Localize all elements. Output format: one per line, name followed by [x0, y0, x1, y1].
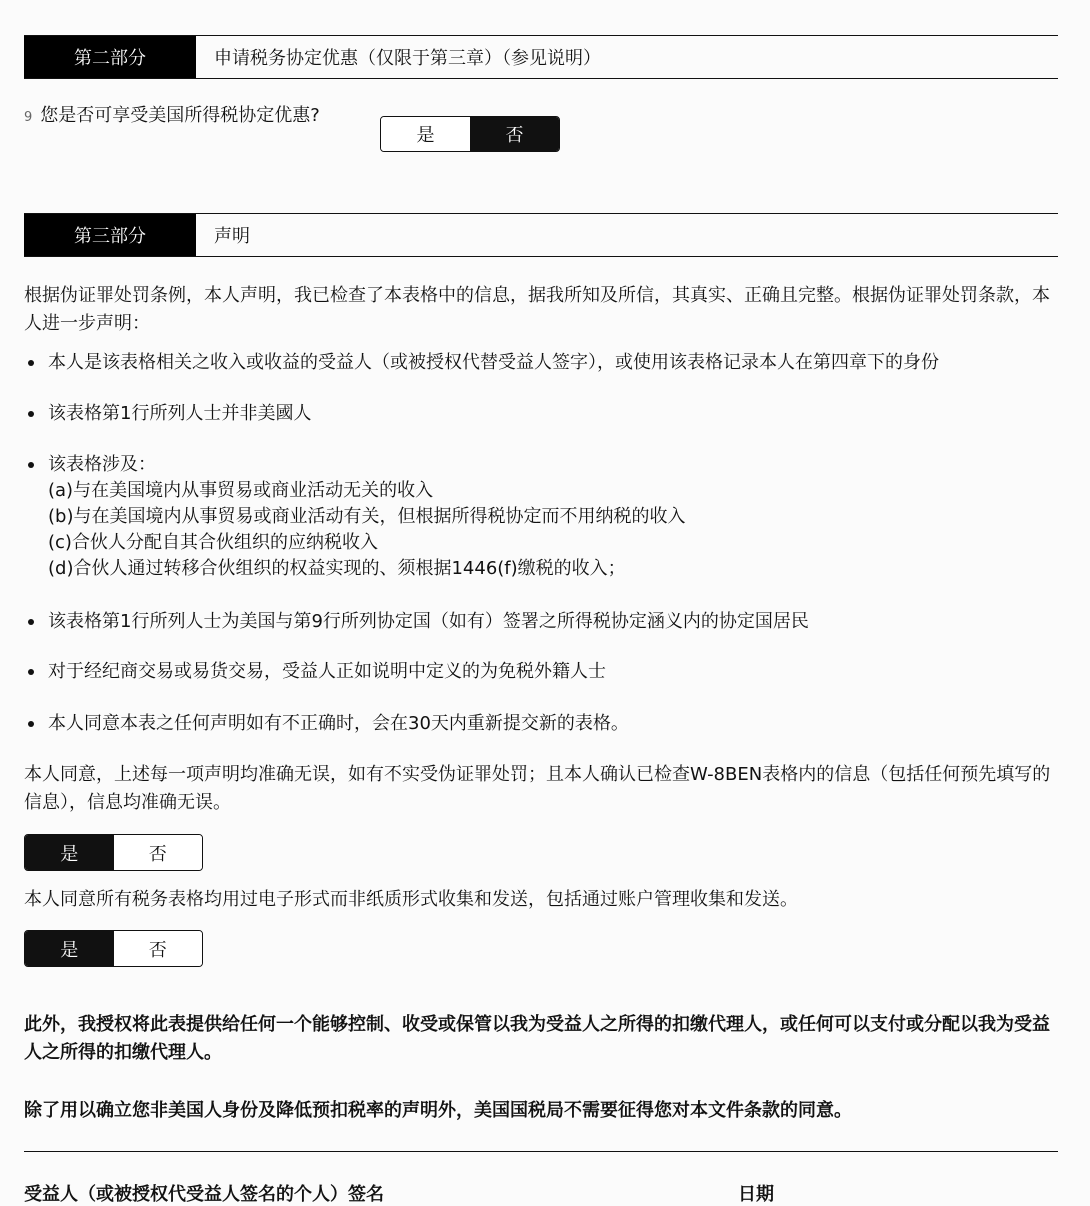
bullet-dot [28, 360, 34, 366]
bullet-dot [28, 462, 34, 468]
list-item [24, 350, 1054, 376]
treaty-yes-option[interactable]: 是 [381, 117, 470, 151]
list-item [24, 401, 1054, 427]
date-label: 日期 [738, 1184, 774, 1205]
consent-electronic-no[interactable]: 否 [114, 931, 203, 966]
question-9-number: 9 [24, 110, 33, 125]
signature-label: 受益人（或被授权代受益人签名的个人）签名 [24, 1184, 384, 1205]
bullet-dot [28, 669, 34, 675]
part3-header [24, 213, 1058, 257]
bullet-text: 该表格第1行所列人士为美国与第9行所列协定国（如有）签署之所得税协定涵义内的协定国居民 [48, 611, 809, 632]
list-item [24, 711, 1054, 737]
bullet-text: 该表格涉及： [48, 454, 156, 475]
treaty-no-option[interactable]: 否 [470, 117, 559, 151]
question-9-text: 您是否可享受美国所得税协定优惠? [40, 105, 320, 126]
part2-header [24, 35, 1058, 79]
certification-intro: 根据伪证罪处罚条例，本人声明，我已检查了本表格中的信息，据我所知及所信，其真实、正确且完整。根据伪证罪处罚条款，本人进一步声明： [24, 285, 1050, 334]
sub-item: (d)合伙人通过转移合伙组织的权益实现的、须根据1446(f)缴税的收入； [48, 558, 626, 579]
bullet-text: 该表格第1行所列人士并非美國人 [48, 403, 312, 424]
consent-electronic-text: 本人同意所有税务表格均用过电子形式而非纸质形式收集和发送，包括通过账户管理收集和发送。 [24, 889, 798, 910]
consent-accuracy-text: 本人同意，上述每一项声明均准确无误，如有不实受伪证罪处罚；且本人确认已检查W-8BEN表格内的信息（包括任何预先填写的信息），信息均准确无误。 [24, 764, 1051, 813]
irs-consent-note: 除了用以确立您非美国人身份及降低预扣税率的声明外，美国国税局不需要征得您对本文件条款的同意。 [24, 1100, 852, 1121]
list-item [24, 452, 1054, 582]
consent-accuracy-yes[interactable]: 是 [25, 835, 114, 870]
withholding-agent-authorization: 此外，我授权将此表提供给任何一个能够控制、收受或保管以我为受益人之所得的扣缴代理人，或任何可以支付或分配以我为受益人之所得的扣缴代理人。 [24, 1014, 1050, 1063]
list-item [24, 659, 1054, 685]
consent-accuracy-toggle[interactable] [24, 834, 203, 871]
question-9 [24, 103, 344, 131]
consent-electronic-yes[interactable]: 是 [25, 931, 114, 966]
bullet-text: 本人是该表格相关之收入或收益的受益人（或被授权代替受益人签字），或使用该表格记录本人在第四章下的身份 [48, 352, 939, 373]
signature-divider [24, 1151, 1058, 1152]
part3-tag: 第三部分 [24, 214, 196, 256]
consent-accuracy-no[interactable]: 否 [114, 835, 203, 870]
part2-tag: 第二部分 [24, 36, 196, 78]
consent-electronic-toggle[interactable] [24, 930, 203, 967]
bullet-text: 本人同意本表之任何声明如有不正确时，会在30天内重新提交新的表格。 [48, 713, 629, 734]
bullet-dot [28, 721, 34, 727]
bullet-dot [28, 411, 34, 417]
bullet-text: 对于经纪商交易或易货交易，受益人正如说明中定义的为免税外籍人士 [48, 661, 606, 682]
list-item [24, 609, 1054, 635]
sub-item: (c)合伙人分配自其合伙组织的应纳税收入 [48, 532, 378, 553]
treaty-benefit-toggle[interactable] [380, 116, 560, 152]
sub-item: (a)与在美国境内从事贸易或商业活动无关的收入 [48, 480, 434, 501]
sub-item: (b)与在美国境内从事贸易或商业活动有关，但根据所得税协定而不用纳税的收入 [48, 506, 686, 527]
part3-title: 声明 [214, 226, 250, 247]
part2-title: 申请税务协定优惠（仅限于第三章）（参见说明） [214, 48, 601, 69]
bullet-dot [28, 619, 34, 625]
